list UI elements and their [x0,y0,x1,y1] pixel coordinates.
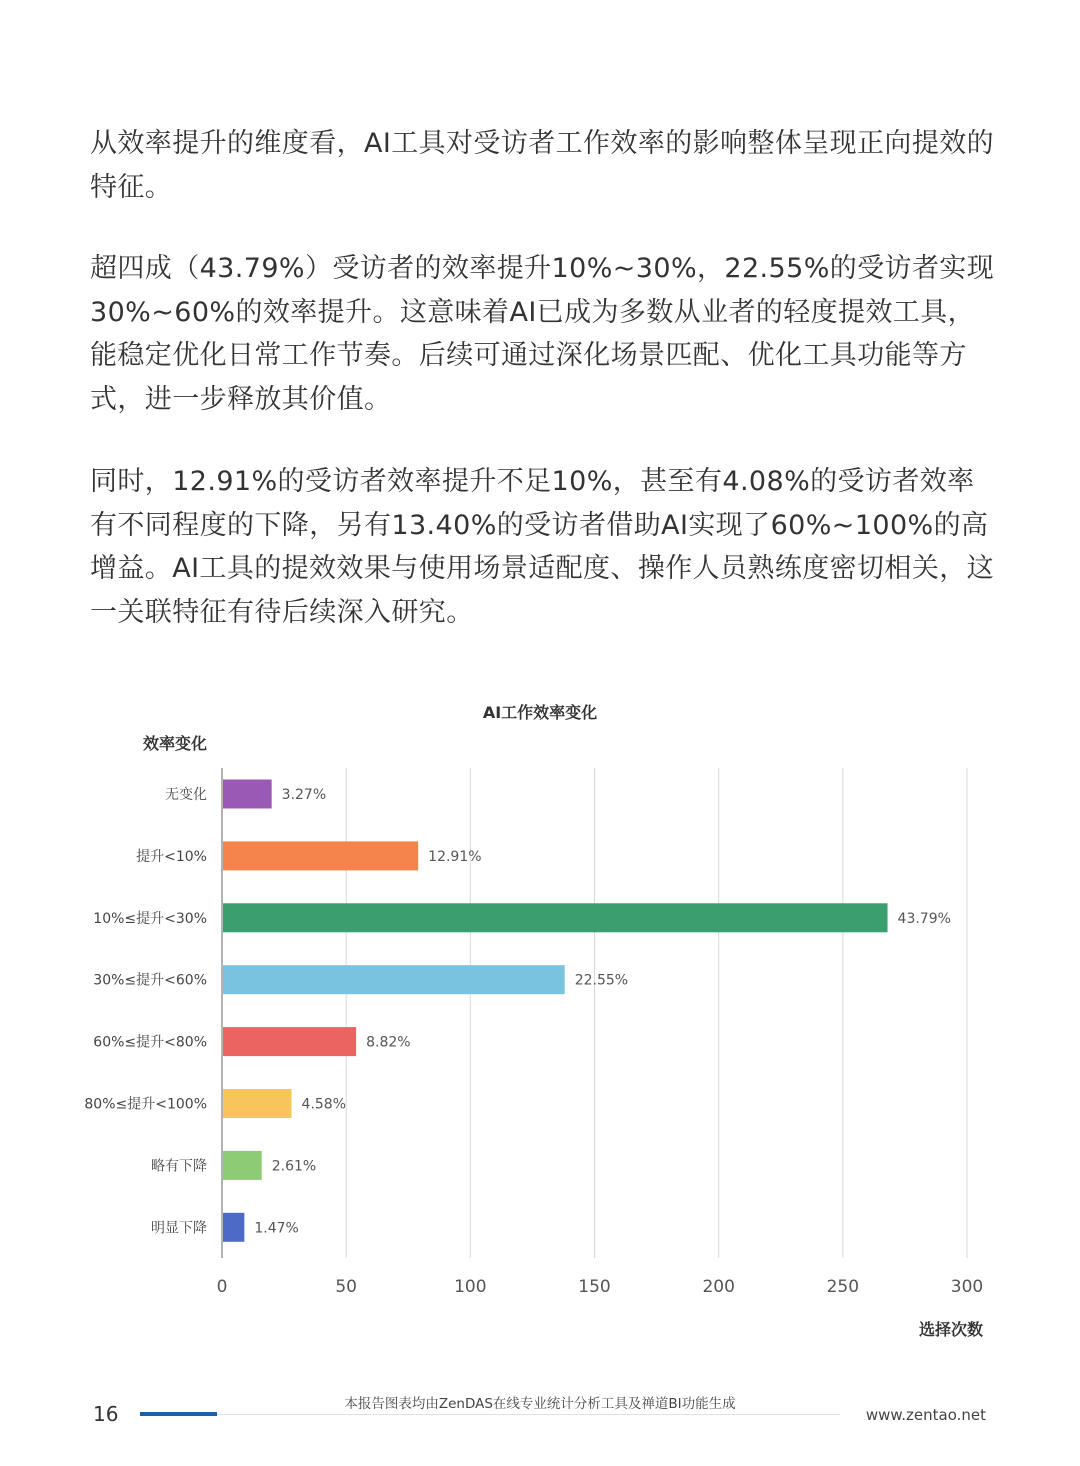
bars [84,780,951,1242]
value-label: 2.61% [271,1158,317,1175]
bar [223,1027,356,1056]
bar [223,965,565,994]
value-label: 22.55% [574,972,629,989]
bar-row [151,1213,299,1242]
bar-row [165,780,326,809]
bar [223,780,272,809]
x-axis-title: 选择次数 [918,1320,983,1339]
value-label: 8.82% [366,1034,411,1051]
value-label: 3.27% [281,787,327,803]
x-tick-label: 150 [578,1277,611,1297]
bar-row [93,1027,410,1056]
x-tick-label: 100 [454,1277,487,1297]
efficiency-bar-chart [0,690,1080,1360]
bar [223,903,888,932]
x-tick-label: 200 [702,1277,735,1297]
category-label: 30%≤提升<60% [93,972,207,989]
bar [223,841,418,870]
x-tick-label: 250 [826,1277,860,1297]
paragraph-minority: 同时，12.91%的受访者效率提升不足10%，甚至有4.08%的受访者效率有不同程度的下降，另有13.40%的受访者借助AI实现了60%~100%的高增益。AI工具的提效效果与使用场景适配度、操作人员熟练度密切相关，这一关联特征有待后续深入研究。 [90,466,995,628]
bar [223,1151,262,1180]
footer-accent-bar [140,1412,217,1416]
paragraph-intro: 从效率提升的维度看，AI工具对受访者工作效率的影响整体呈现正向提效的特征。 [90,128,995,203]
y-axis-title: 效率变化 [142,734,207,753]
category-label: 明显下降 [151,1220,207,1237]
category-label: 10%≤提升<30% [93,910,207,927]
x-tick-label: 300 [950,1277,984,1297]
bar [223,1089,292,1118]
footer-divider [140,1414,840,1415]
category-label: 80%≤提升<100% [84,1096,207,1113]
value-label: 1.47% [254,1220,299,1237]
category-label: 60%≤提升<80% [93,1034,207,1051]
value-label: 12.91% [428,848,482,865]
page-number: 16 [93,1402,119,1426]
footer-website: www.zentao.net [865,1406,986,1424]
footer-note: 本报告图表均由ZenDAS在线专业统计分析工具及禅道BI功能生成 [344,1396,736,1412]
category-label: 提升<10% [136,848,207,865]
value-label: 43.79% [897,910,951,927]
value-label: 4.58% [301,1096,347,1113]
paragraph-majority: 超四成（43.79%）受访者的效率提升10%~30%，22.55%的受访者实现30%~60%的效率提升。这意味着AI已成为多数从业者的轻度提效工具，能稳定优化日常工作节奏。后续可通过深化场景匹配、优化工具功能等方式，进一步释放其价值。 [90,253,995,415]
x-tick-label: 0 [216,1277,228,1297]
bar-row [84,1089,346,1118]
chart-title: AI工作效率变化 [482,703,598,722]
x-tick-labels [217,1277,984,1297]
x-tick-label: 50 [335,1277,357,1297]
bar-row [136,841,481,870]
category-label: 略有下降 [151,1158,207,1175]
bar-row [93,965,628,994]
bar-row [151,1151,316,1180]
category-label: 无变化 [165,787,207,803]
bar [223,1213,244,1242]
